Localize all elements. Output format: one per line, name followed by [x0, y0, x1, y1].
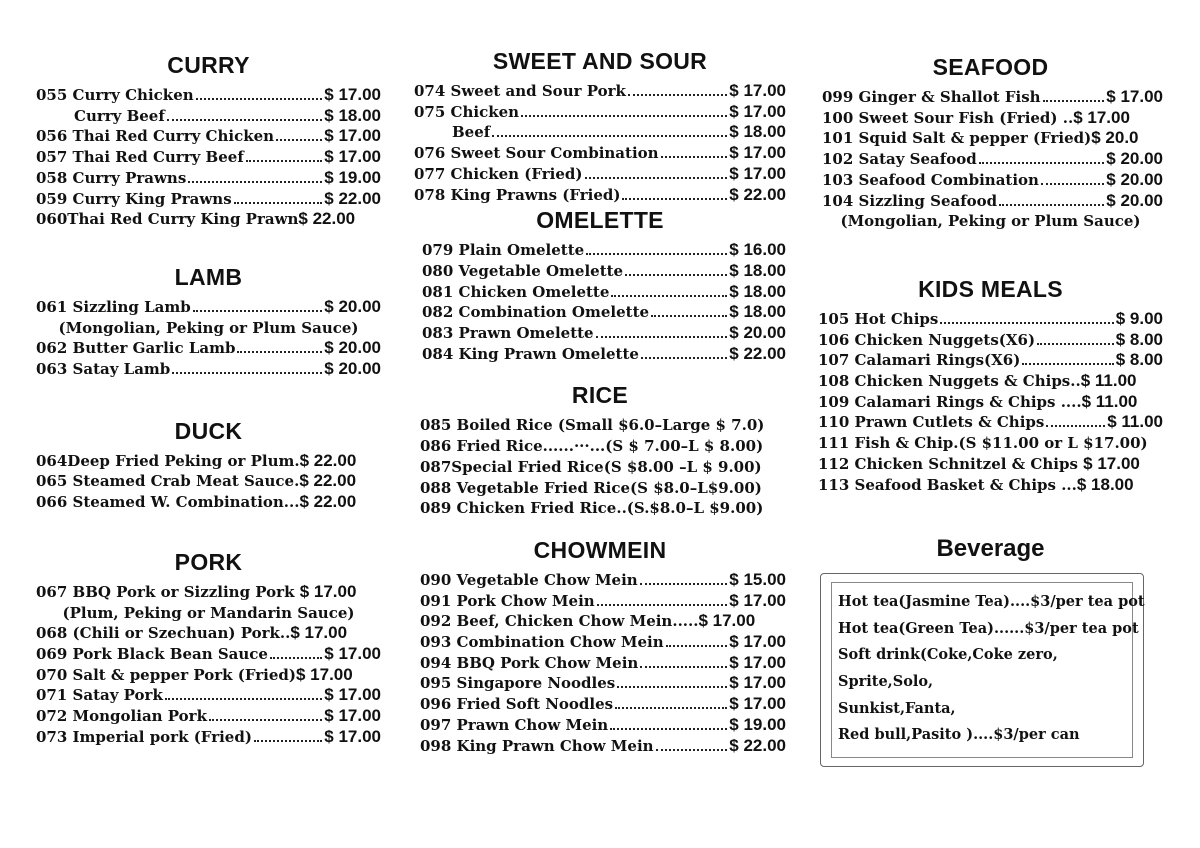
section-title-beverage: Beverage [936, 535, 1045, 563]
leader-dots [237, 350, 322, 353]
menu-item: 064Deep Fried Peking or Plum. $ 22.00 [36, 450, 357, 470]
leader-dots [167, 118, 322, 121]
menu-item: 084 King Prawn Omelette $ 22.00 [422, 343, 786, 363]
menu-item: Beef $ 18.00 [452, 122, 786, 142]
leader-dots [597, 603, 728, 606]
section-title-lamb: LAMB [174, 263, 243, 290]
menu-item: 100 Sweet Sour Fish (Fried) .. $ 17.00 [822, 107, 1130, 127]
menu-item: 111 Fish & Chip.(S $11.00 or L $17.00) [818, 434, 1148, 453]
leader-dots [596, 335, 728, 338]
section-title-pork: PORK [174, 548, 243, 575]
section-seafood [818, 54, 1163, 232]
section-rice [414, 382, 786, 519]
menu-item: 093 Combination Chow Mein $ 17.00 [420, 632, 786, 652]
beverage-box [820, 573, 1144, 767]
leader-dots [1041, 182, 1104, 185]
menu-item: 068 (Chili or Szechuan) Pork.. $ 17.00 [36, 623, 348, 643]
leader-dots [492, 134, 727, 137]
leader-dots [188, 180, 322, 183]
menu-item: 083 Prawn Omelette $ 20.00 [422, 323, 786, 343]
menu-item: 094 BBQ Pork Chow Mein $ 17.00 [420, 652, 786, 672]
leader-dots [979, 161, 1105, 164]
menu-column-left [36, 52, 381, 747]
menu-item: 066 Steamed W. Combination... $ 22.00 [36, 492, 357, 512]
menu-item: 065 Steamed Crab Meat Sauce. $ 22.00 [36, 471, 357, 491]
leader-dots [999, 203, 1104, 206]
leader-dots [270, 656, 322, 659]
leader-dots [1022, 362, 1113, 365]
menu-item: 059 Curry King Prawns $ 22.00 [36, 188, 381, 208]
section-kids-meals [818, 276, 1163, 495]
leader-dots [641, 356, 727, 359]
section-omelette [414, 207, 786, 364]
menu-item: 056 Thai Red Curry Chicken $ 17.00 [36, 126, 381, 146]
leader-dots [617, 685, 727, 688]
leader-dots [172, 371, 322, 374]
rice-item: 088 Vegetable Fried Rice(S $8.0–L$9.00) [420, 478, 762, 497]
rice-item: 089 Chicken Fried Rice..(S.$8.0–L $9.00) [420, 499, 764, 518]
menu-item: 096 Fried Soft Noodles $ 17.00 [420, 694, 786, 714]
menu-column-middle [414, 48, 786, 756]
menu-item: 082 Combination Omelette $ 18.00 [422, 302, 786, 322]
rice-item: 086 Fried Rice......···...(S $ 7.00–L $ 8.00) [420, 437, 764, 456]
section-lamb [36, 264, 381, 380]
menu-item: 062 Butter Garlic Lamb $ 20.00 [36, 338, 381, 358]
rice-item: 085 Boiled Rice (Small $6.0–Large $ 7.0) [420, 416, 765, 435]
menu-column-right [818, 54, 1163, 767]
menu-item: 107 Calamari Rings(X6) $ 8.00 [818, 350, 1163, 370]
section-title-chowmein: CHOWMEIN [533, 536, 667, 563]
leader-dots [940, 321, 1113, 324]
menu-item: 080 Vegetable Omelette $ 18.00 [422, 260, 786, 280]
menu-item: 063 Satay Lamb $ 20.00 [36, 359, 381, 379]
menu-item: 097 Prawn Chow Mein $ 19.00 [420, 714, 786, 734]
leader-dots [276, 138, 322, 141]
section-beverage [818, 535, 1163, 767]
leader-dots [640, 582, 728, 585]
section-title-seafood: SEAFOOD [932, 54, 1049, 80]
leader-dots [165, 697, 322, 700]
beverage-list [831, 582, 1145, 758]
beverage-line: Soft drink(Coke,Coke zero, [838, 646, 1058, 664]
menu-item: 101 Squid Salt & pepper (Fried) $ 20.0 [822, 128, 1139, 148]
beverage-line: Hot tea(Green Tea)......$3/per tea pot [838, 619, 1139, 637]
menu-item: 110 Prawn Cutlets & Chips $ 11.00 [818, 412, 1163, 432]
menu-item: 058 Curry Prawns $ 19.00 [36, 167, 381, 187]
menu-item: 077 Chicken (Fried) $ 17.00 [414, 163, 786, 183]
section-curry [36, 52, 381, 230]
leader-dots [585, 176, 728, 179]
menu-item: 105 Hot Chips $ 9.00 [818, 308, 1163, 328]
leader-dots [1037, 342, 1114, 345]
menu-item: 075 Chicken $ 17.00 [414, 101, 786, 121]
menu-item: 112 Chicken Schnitzel & Chips $ 17.00 [818, 453, 1140, 473]
section-title-duck: DUCK [174, 417, 243, 444]
leader-dots [628, 93, 727, 96]
menu-item: 090 Vegetable Chow Mein $ 15.00 [420, 569, 786, 589]
leader-dots [640, 665, 727, 668]
menu-item: 092 Beef, Chicken Chow Mein..... $ 17.00 [420, 611, 756, 631]
section-sweet-and-sour [414, 48, 786, 205]
sauce-note: (Plum, Peking or Mandarin Sauce) [62, 603, 355, 622]
leader-dots [234, 201, 323, 204]
leader-dots [610, 727, 727, 730]
leader-dots [651, 314, 727, 317]
sauce-note: (Mongolian, Peking or Plum Sauce) [58, 318, 359, 337]
menu-item: 073 Imperial pork (Fried) $ 17.00 [36, 726, 381, 746]
leader-dots [246, 159, 322, 162]
menu-item: 081 Chicken Omelette $ 18.00 [422, 281, 786, 301]
leader-dots [666, 644, 728, 647]
leader-dots [193, 309, 323, 312]
menu-item: 098 King Prawn Chow Mein $ 22.00 [420, 735, 786, 755]
leader-dots [254, 739, 322, 742]
leader-dots [1046, 424, 1105, 427]
section-chowmein [414, 537, 786, 756]
menu-item: 076 Sweet Sour Combination $ 17.00 [414, 143, 786, 163]
menu-item: 067 BBQ Pork or Sizzling Pork $ 17.00 [36, 581, 357, 601]
leader-dots [521, 114, 727, 117]
menu-item: 113 Seafood Basket & Chips ... $ 18.00 [818, 474, 1134, 494]
beverage-line: Sprite,Solo, [838, 673, 934, 691]
sauce-note: (Mongolian, Peking or Plum Sauce) [840, 212, 1141, 231]
leader-dots [615, 706, 727, 709]
menu-item: 109 Calamari Rings & Chips .... $ 11.00 [818, 391, 1138, 411]
menu-item: 079 Plain Omelette $ 16.00 [422, 240, 786, 260]
menu-item: 106 Chicken Nuggets(X6) $ 8.00 [818, 329, 1163, 349]
menu-item: 060Thai Red Curry King Prawn $ 22.00 [36, 209, 356, 229]
menu-item: Curry Beef $ 18.00 [74, 105, 381, 125]
leader-dots [656, 748, 728, 751]
leader-dots [1043, 99, 1105, 102]
menu-item: 078 King Prawns (Fried) $ 22.00 [414, 184, 786, 204]
section-title-curry: CURRY [167, 52, 250, 78]
leader-dots [611, 294, 727, 297]
section-title-sweet-and-sour: SWEET AND SOUR [492, 48, 708, 74]
leader-dots [209, 718, 322, 721]
menu-item: 091 Pork Chow Mein $ 17.00 [420, 590, 786, 610]
section-title-kids-meals: KIDS MEALS [918, 275, 1063, 302]
menu-item: 099 Ginger & Shallot Fish $ 17.00 [822, 87, 1163, 106]
leader-dots [625, 273, 727, 276]
section-title-omelette: OMELETTE [536, 207, 664, 234]
menu-item: 057 Thai Red Curry Beef $ 17.00 [36, 147, 381, 167]
menu-item: 095 Singapore Noodles $ 17.00 [420, 673, 786, 693]
section-pork [36, 549, 381, 748]
leader-dots [196, 97, 323, 100]
menu-item: 102 Satay Seafood $ 20.00 [822, 149, 1163, 169]
menu-item: 072 Mongolian Pork $ 17.00 [36, 706, 381, 726]
section-duck [36, 418, 381, 513]
menu-item: 055 Curry Chicken $ 17.00 [36, 85, 381, 104]
leader-dots [586, 252, 727, 255]
menu-item: 061 Sizzling Lamb $ 20.00 [36, 296, 381, 316]
menu-item: 074 Sweet and Sour Pork $ 17.00 [414, 81, 786, 100]
menu-item: 108 Chicken Nuggets & Chips.. $ 11.00 [818, 371, 1137, 391]
beverage-line: Red bull,Pasito )....$3/per can [838, 726, 1080, 744]
beverage-line: Hot tea(Jasmine Tea)....$3/per tea pot [838, 593, 1145, 611]
menu-item: 069 Pork Black Bean Sauce $ 17.00 [36, 643, 381, 663]
leader-dots [661, 155, 728, 158]
menu-item: 070 Salt & pepper Pork (Fried) $ 17.00 [36, 664, 353, 684]
menu-item: 071 Satay Pork $ 17.00 [36, 685, 381, 705]
menu-item: 103 Seafood Combination $ 20.00 [822, 169, 1163, 189]
menu-item: 104 Sizzling Seafood $ 20.00 [822, 190, 1163, 210]
rice-item: 087Special Fried Rice(S $8.00 –L $ 9.00) [420, 457, 762, 476]
leader-dots [622, 197, 727, 200]
section-title-rice: RICE [571, 382, 629, 409]
beverage-line: Sunkist,Fanta, [838, 699, 956, 717]
